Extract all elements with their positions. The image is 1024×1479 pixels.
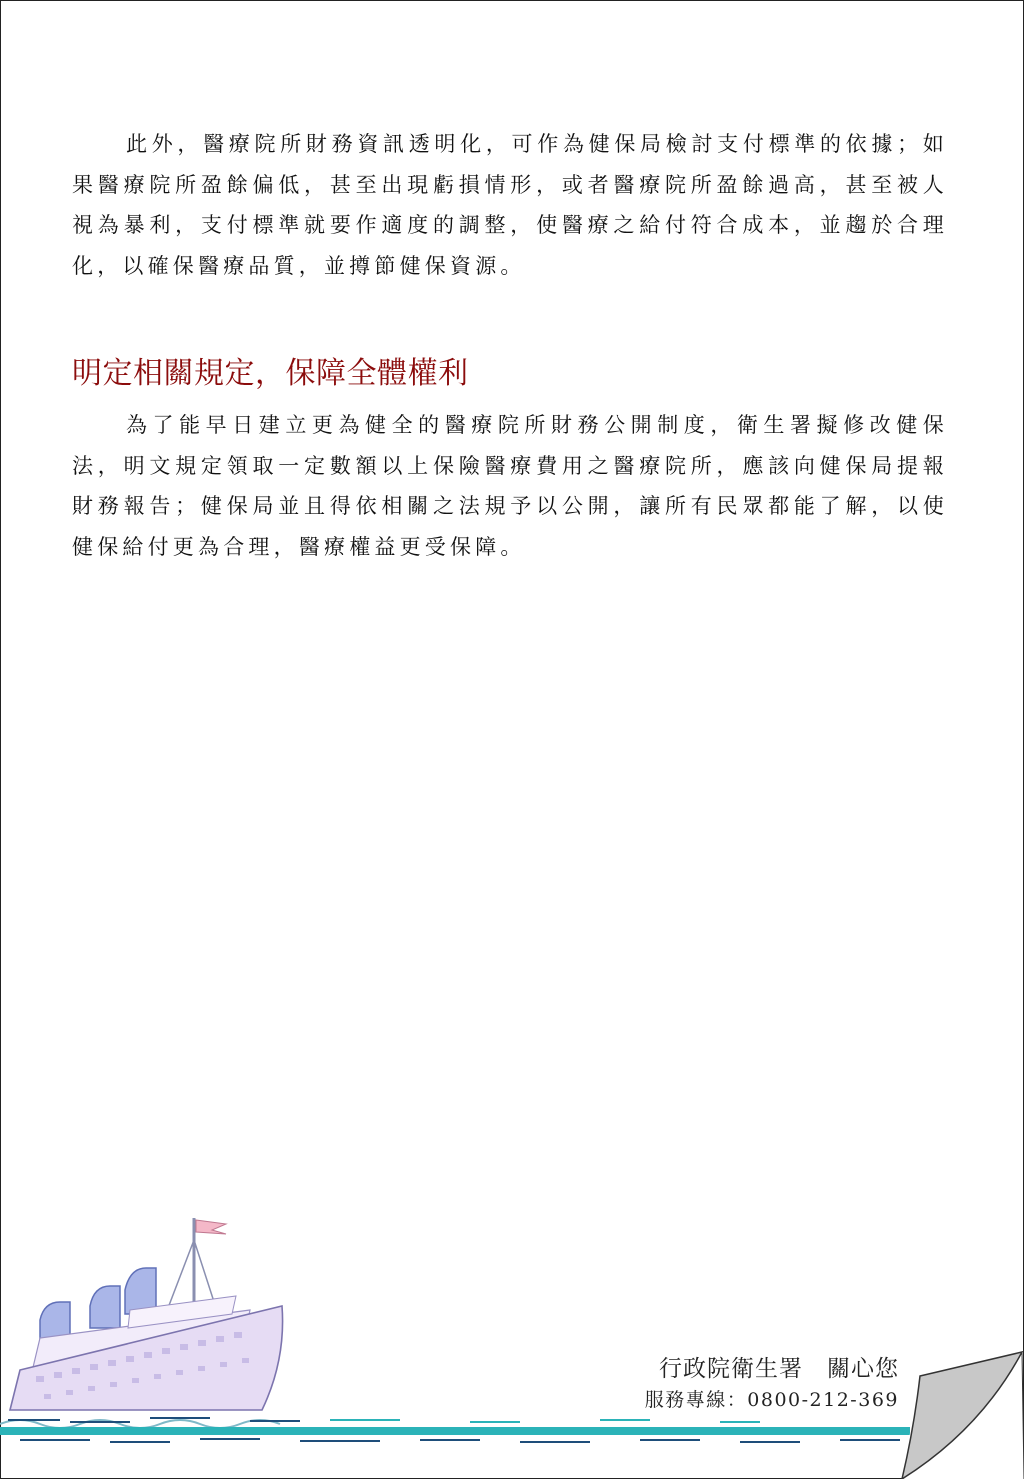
footer-hotline: 服務專線：0800-212-369 xyxy=(644,1389,899,1411)
footer-signature xyxy=(645,1352,899,1414)
section-heading: 明定相關規定，保障全體權利 xyxy=(72,356,469,391)
body-paragraph-2: 為了能早日建立更為健全的醫療院所財務公開制度，衛生署擬修改健保法，明文規定領取一定數額以上保險醫療費用之醫療院所，應該向健保局提報財務報告；健保局並且得依相關之法規予以公開，讓所有民眾都能了解，以使健保給付更為合理，醫療權益更受保障。 xyxy=(72,413,948,559)
ocean-waves-icon xyxy=(0,1414,910,1448)
cruise-ship-icon xyxy=(0,1210,320,1440)
body-paragraph-1: 此外，醫療院所財務資訊透明化，可作為健保局檢討支付標準的依據；如果醫療院所盈餘偏低，甚至出現虧損情形，或者醫療院所盈餘過高，甚至被人視為暴利，支付標準就要作適度的調整，使醫療之給付符合成本，並趨於合理化，以確保醫療品質，並撙節健保資源。 xyxy=(72,132,948,278)
page-curl-icon xyxy=(880,1340,1024,1479)
footer-organization: 行政院衛生署 關心您 xyxy=(659,1356,899,1382)
